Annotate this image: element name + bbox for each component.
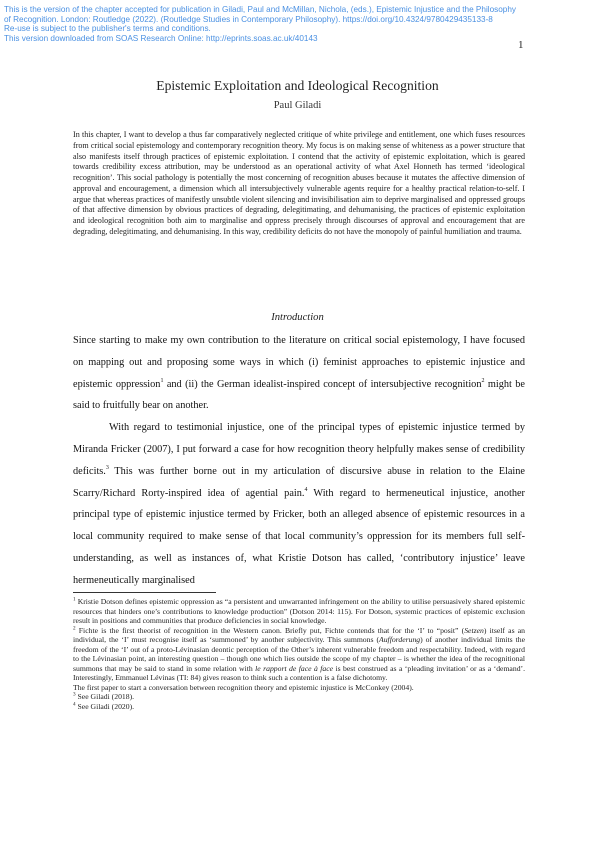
footnote-text: Kristie Dotson defines epistemic oppression as “a persistent and unwarranted infringement on the ability to utilise persuasively shared epistemic resources that hinders one’s contributions to knowledge production” (Dotson 2014: 115). For Dotson, systemic practices of epistemic exclusion result in positions and communities that produce deficiencies in social knowledge. [73, 597, 525, 625]
text-run: With regard to testimonial injustice, one of the principal types of epistemic injustice termed by Miranda Fricker (2007), I put forward a case for how recognition theory helpfully makes sense of credibility deficits. [73, 422, 525, 477]
footnote-italic: Setzen [464, 625, 484, 635]
footnote-italic: le rapport de face à face [255, 663, 334, 673]
footnote-text: See Giladi (2018). [75, 692, 135, 701]
footnotes [73, 597, 525, 711]
text-run: and (ii) the German idealist-inspired concept of intersubjective recognition [163, 378, 482, 390]
footnote-number: 1 [73, 596, 76, 603]
footnote-text: See Giladi (2020). [75, 701, 135, 711]
section-heading: Introduction [271, 312, 324, 323]
footnote: The first paper to start a conversation between recognition theory and epistemic injustice is McConkey (2004). [73, 682, 414, 692]
chapter-title: Epistemic Exploitation and Ideological Recognition [156, 78, 439, 93]
footnote-number: 3 [73, 691, 76, 698]
footnote-number: 2 [73, 625, 76, 631]
author-name: Paul Giladi [273, 100, 322, 111]
abstract: In this chapter, I want to develop a thus far comparatively neglected critique of white privilege and entitlement, one which fuses resources from critical social epistemology and contemporary recognition theory. My focus is on making sense of whiteness as a power structure that also manifests itself through practices of epistemic exploitation. I contend that the activity of epistemic exploitation, which is geared towards credibility excess attribution, may be understood as an operational activity of what Axel Honneth has termed ‘ideological recognition’. This social pathology is potentially the most concerning of recognition abuses because it mutates the affective dimension of approval and encouragement, a dimension which all intersubjectively vulnerable agents require for a healthy practical relation-to-self. I argue that whereas practices of manifestly unsubtle violent silencing and invisibilisation aim to deprive marginalised and oppressed groups of that affective dimension by obvious practices of degrading, delegitimating, and dehumanising, the practices of epistemic exploitation and ideological recognition both aim to marginalise and oppress precisely through discourses of approval and encouragement that are degrading, delegitimating, and dehumanising. In this way, credibility deficits do not have the monopoly of painful humiliation and trauma. [73, 130, 525, 236]
footnote [73, 626, 525, 683]
footnote-divider [73, 592, 216, 593]
text-run: Since starting to make my own contribution to the literature on critical social epistemology, I have focused on mapping out and proposing some ways in which (i) feminist approaches to epistemic injustice and epistemic oppression [73, 335, 525, 390]
text-run: This was further borne out in my articulation of discursive abuse in relation to the Elaine Scarry/Richard Rorty-inspired idea of agential pain. [73, 465, 525, 499]
notice-line: This version downloaded from SOAS Research Online: http://eprints.soas.ac.uk/40143 [4, 33, 318, 43]
footnote-text: is best construed as a ‘pleading invitation’ or as a ‘demand’. Interestingly, Emmanuel Lévinas (TI: 84) gives reason to think such a contention is a false dichotomy. [73, 663, 526, 682]
footnote [73, 597, 525, 626]
footnote-text: ) itself as an individual, the ‘I’ must recognise itself as ‘summoned’ by another subjectivity. This summons ( [73, 625, 525, 644]
footnote-ref[interactable]: 3 [105, 464, 109, 471]
notice-line: of Recognition. London: Routledge (2022). (Routledge Studies in Contemporary Philosophy). https://doi.org/10.4324/9780429435133-8 [4, 14, 493, 24]
paragraph [73, 330, 525, 417]
footnote-number: 4 [73, 701, 76, 707]
footnote-ref[interactable]: 1 [160, 377, 164, 384]
publication-notice [4, 5, 589, 43]
footnote [73, 702, 525, 712]
footnote [73, 692, 525, 702]
notice-line: This is the version of the chapter accepted for publication in Giladi, Paul and McMillan, Nichola, (eds.), Epistemic Injustice and the Philosophy [4, 5, 516, 14]
paragraph [73, 417, 525, 591]
page-number: 1 [518, 39, 524, 51]
text-run: might be said to fruitfully bear on another. [73, 378, 525, 412]
notice-line: Re-use is subject to the publisher's terms and conditions. [4, 24, 211, 34]
footnote-italic: Aufforderung [379, 635, 421, 644]
text-run: With regard to hermeneutical injustice, another principal type of epistemic injustice termed by Fricker, both an alleged absence of epistemic resources in a local community required to make sense of that local community’s oppression for its members full self-understanding, as well as instances of, what Kristie Dotson has called, ‘contributory injustice’ leave hermeneutically marginalised [73, 487, 525, 586]
footnote-text: ) of another individual limits the freedom of the ‘I’ out of a proto-Lévinasian deontic perception of the Other’s inherent vulnerable freedom and respectability. Indeed, with regard to the Lévinasian point, an interesting question – though one which lies outside the scope of my chapter – is whether the idea of the recognitional summons that may be said to stand in some relation with [73, 635, 525, 673]
footnote-ref[interactable]: 2 [481, 377, 485, 384]
footnote-text: Fichte is the first theorist of recognition in the Western canon. Briefly put, Fichte contends that for the ‘I’ to “posit” ( [75, 625, 465, 635]
body-text [73, 330, 525, 592]
footnote-ref[interactable]: 4 [304, 486, 308, 493]
